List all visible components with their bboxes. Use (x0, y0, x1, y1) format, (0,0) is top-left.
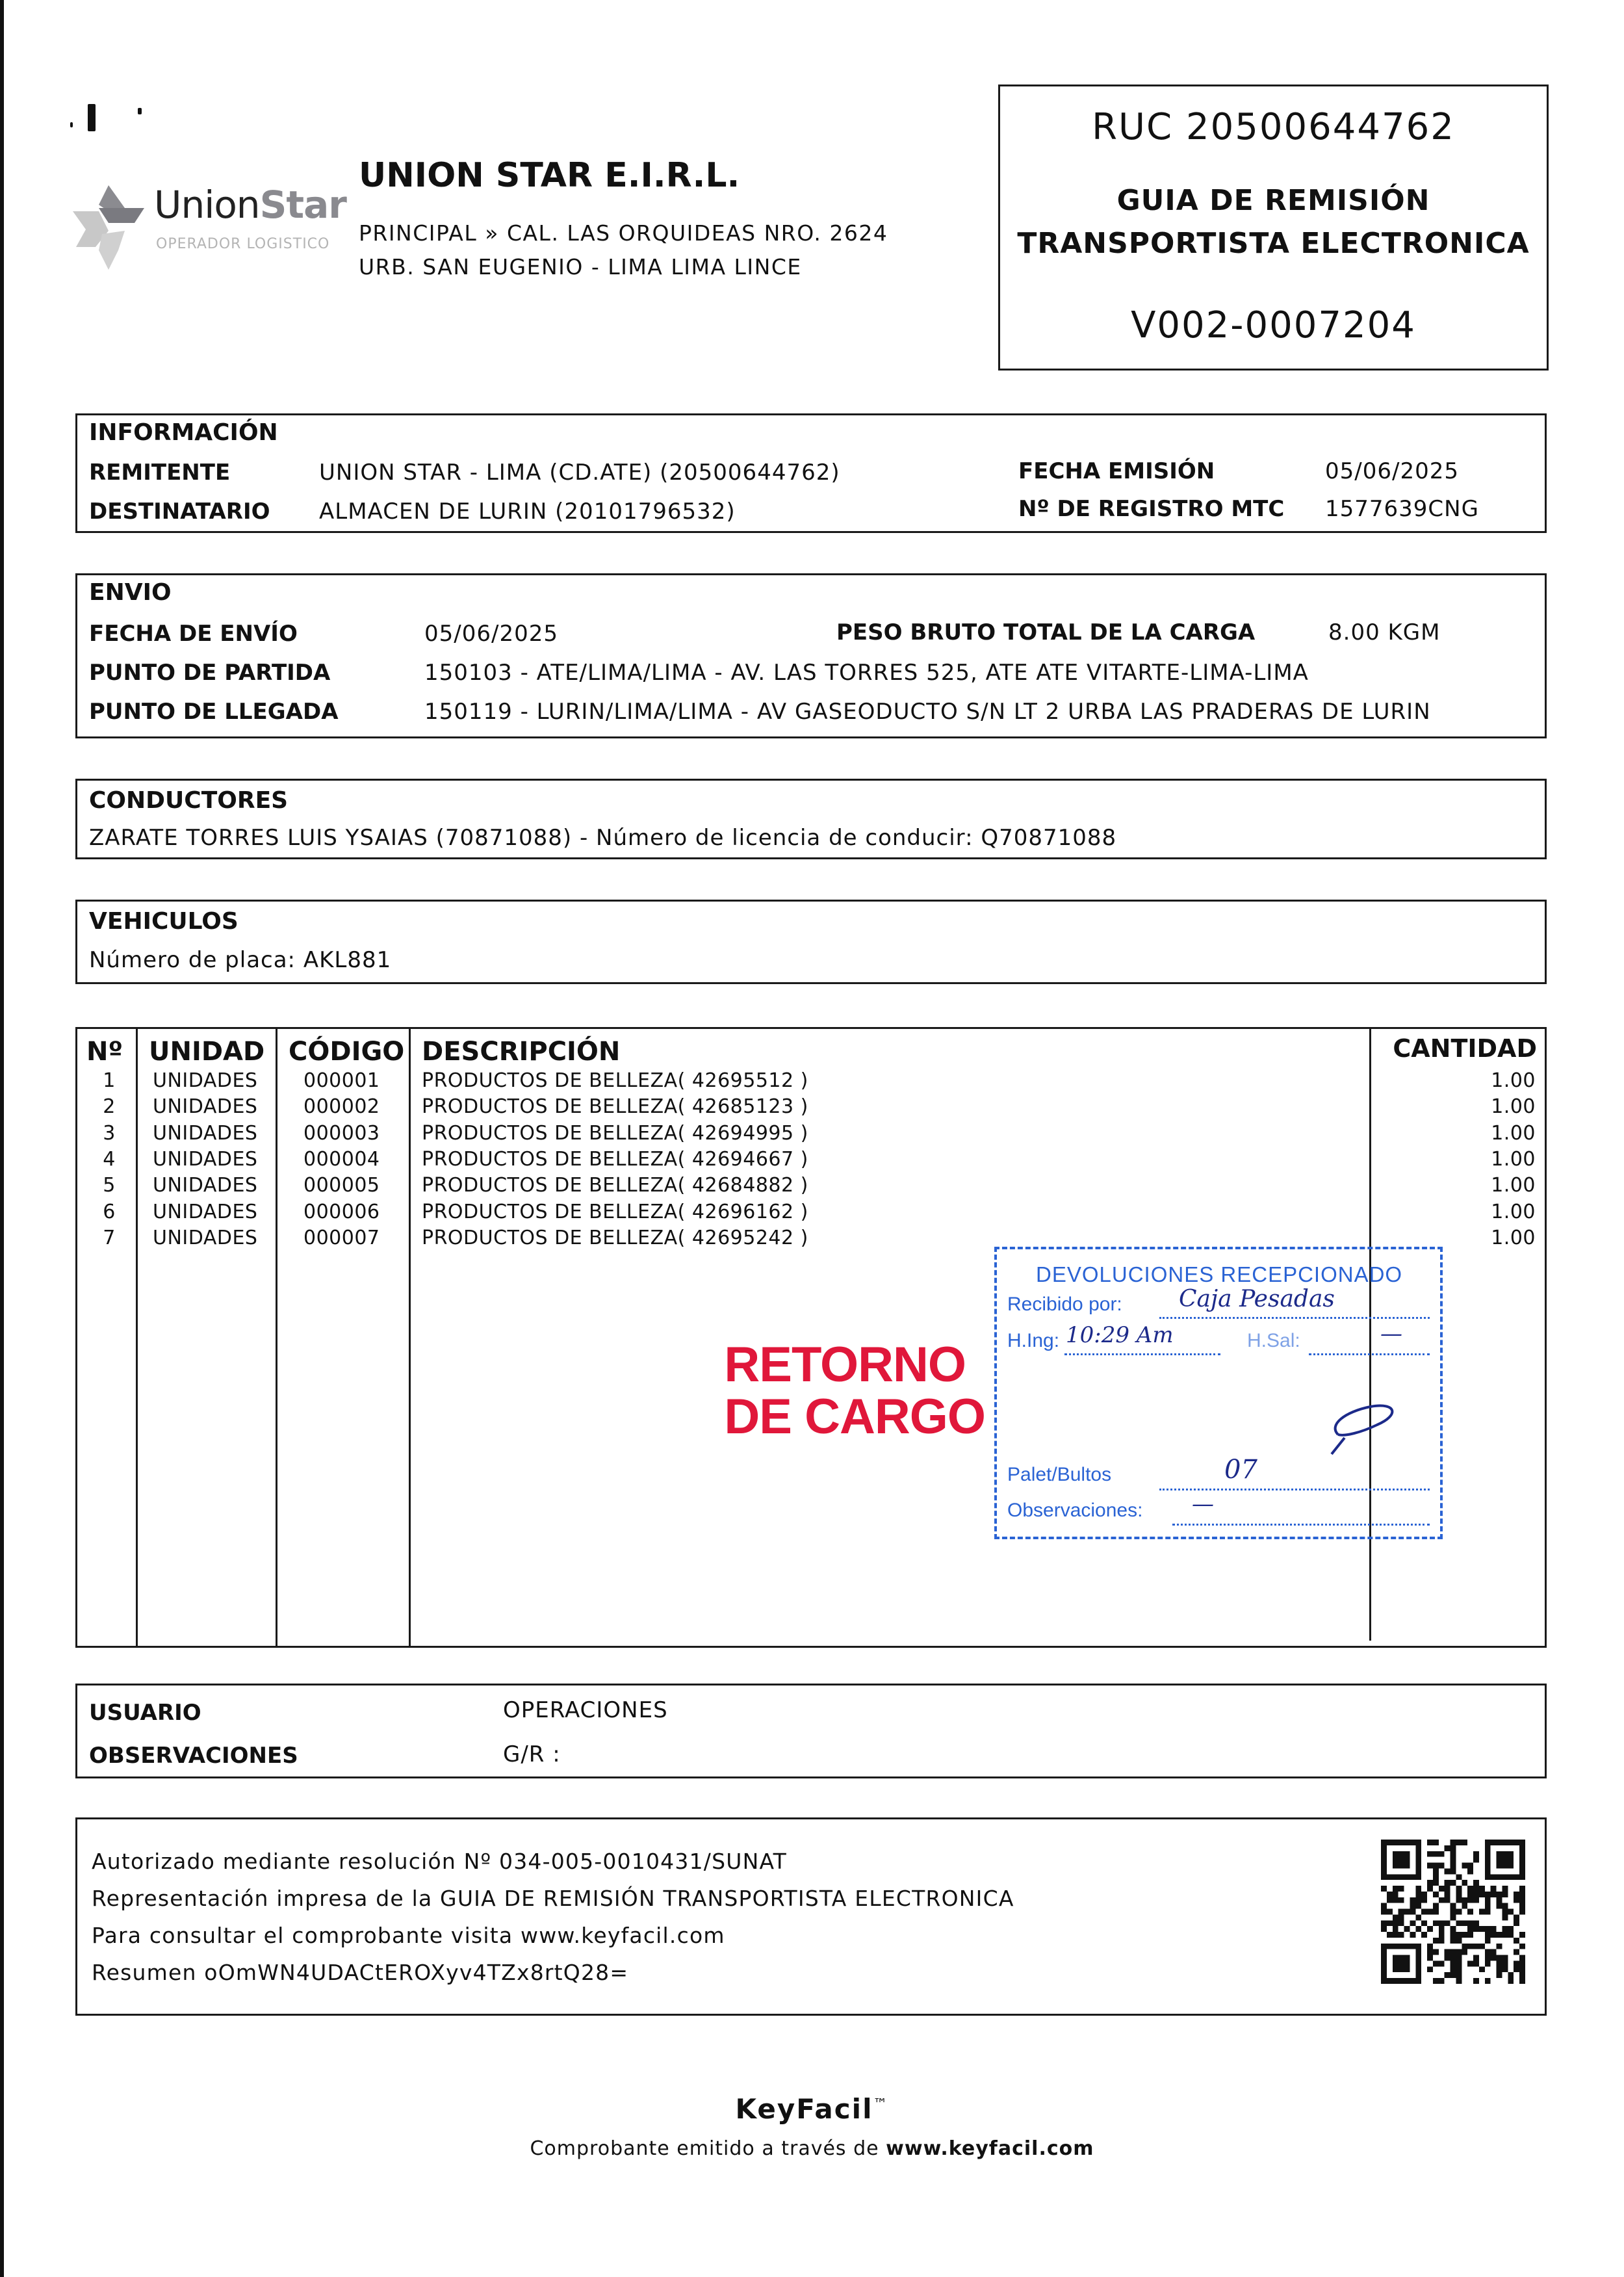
observaciones-label: OBSERVACIONES (89, 1743, 298, 1769)
placa-value: Número de placa: AKL881 (89, 947, 392, 973)
hsal-handwriting: — (1380, 1321, 1402, 1347)
ruc-number: RUC 20500644762 (1092, 106, 1455, 148)
cell-descripcion: PRODUCTOS DE BELLEZA( 42685123 ) (422, 1095, 808, 1119)
cell-codigo: 000003 (303, 1121, 380, 1145)
cell-descripcion: PRODUCTOS DE BELLEZA( 42694667 ) (422, 1147, 808, 1171)
peso-bruto-label: PESO BRUTO TOTAL DE LA CARGA (836, 619, 1256, 645)
cell-codigo: 000002 (303, 1095, 380, 1119)
document-number: V002-0007204 (1131, 304, 1416, 346)
header-no: Nº (86, 1037, 123, 1067)
cell-descripcion: PRODUCTOS DE BELLEZA( 42695242 ) (422, 1226, 808, 1249)
legal-line-3: Para consultar el comprobante visita www.keyfacil.com (92, 1923, 725, 1948)
address-line-2: URB. SAN EUGENIO - LIMA LIMA LINCE (359, 254, 802, 280)
cell-unidad: UNIDADES (153, 1121, 258, 1145)
cell-descripcion: PRODUCTOS DE BELLEZA( 42694995 ) (422, 1121, 808, 1145)
hsal-line (1309, 1353, 1430, 1355)
column-divider (409, 1029, 411, 1646)
keyfacil-note (0, 2137, 1624, 2160)
cell-unidad: UNIDADES (153, 1095, 258, 1119)
brand-trademark: ™ (873, 2096, 889, 2113)
observaciones-stamp-label: Observaciones: (1007, 1500, 1143, 1521)
conductores-section (75, 779, 1547, 859)
punto-partida-label: PUNTO DE PARTIDA (89, 660, 331, 686)
destinatario-label: DESTINATARIO (89, 499, 270, 525)
scan-speck (88, 104, 96, 131)
observaciones-stamp-line (1172, 1524, 1430, 1526)
cell-codigo: 000007 (303, 1226, 380, 1249)
red-stamp-line-2: DE CARGO (724, 1389, 985, 1444)
fecha-envio-label: FECHA DE ENVÍO (89, 621, 298, 647)
keyfacil-brand (0, 2093, 1624, 2125)
cell-cantidad: 1.00 (1491, 1200, 1536, 1223)
envio-title: ENVIO (89, 579, 172, 606)
logo-union: Union (154, 183, 260, 227)
scan-speck (138, 108, 142, 114)
document-id-box (998, 85, 1549, 371)
scan-edge (0, 0, 4, 2277)
red-stamp-line-1: RETORNO (724, 1337, 966, 1392)
cell-unidad: UNIDADES (153, 1200, 258, 1223)
document-title (1000, 179, 1547, 265)
column-divider (136, 1029, 138, 1646)
devoluciones-stamp (994, 1247, 1443, 1539)
note-prefix: Comprobante emitido a través de (530, 2137, 886, 2160)
cell-codigo: 000001 (303, 1069, 380, 1092)
column-divider (276, 1029, 277, 1646)
fecha-envio-value: 05/06/2025 (424, 621, 558, 647)
envio-section (75, 573, 1547, 738)
cell-no: 3 (103, 1121, 116, 1145)
registro-mtc-label: Nº DE REGISTRO MTC (1018, 496, 1285, 522)
legal-line-2: Representación impresa de la GUIA DE REMISIÓN TRANSPORTISTA ELECTRONICA (92, 1886, 1014, 1911)
cell-cantidad: 1.00 (1491, 1174, 1536, 1197)
header-cantidad: CANTIDAD (1393, 1034, 1537, 1063)
cell-unidad: UNIDADES (153, 1174, 258, 1197)
cell-descripcion: PRODUCTOS DE BELLEZA( 42696162 ) (422, 1200, 808, 1223)
logo-tagline: OPERADOR LOGISTICO (156, 236, 330, 252)
informacion-section (75, 413, 1547, 533)
hsal-label: H.Sal: (1247, 1330, 1300, 1351)
cell-cantidad: 1.00 (1491, 1069, 1536, 1092)
legal-section (75, 1817, 1547, 2016)
document-title-line-1: GUIA DE REMISIÓN (1116, 184, 1430, 217)
conductor-value: ZARATE TORRES LUIS YSAIAS (70871088) - Número de licencia de conducir: Q70871088 (89, 825, 1117, 851)
fecha-emision-value: 05/06/2025 (1325, 458, 1459, 484)
legal-line-1: Autorizado mediante resolución Nº 034-005-0010431/SUNAT (92, 1849, 788, 1874)
cell-no: 1 (103, 1069, 116, 1092)
cell-no: 6 (103, 1200, 116, 1223)
company-logo (73, 179, 346, 276)
legal-line-4: Resumen oOmWN4UDACtEROXyv4TZx8rtQ28= (92, 1960, 629, 1985)
blue-stamp-title: DEVOLUCIONES RECEPCIONADO (1036, 1262, 1403, 1286)
cell-cantidad: 1.00 (1491, 1226, 1536, 1249)
logo-wordmark (154, 183, 346, 227)
cell-codigo: 000006 (303, 1200, 380, 1223)
logo-star: Star (259, 183, 346, 227)
observaciones-handwriting: — (1192, 1491, 1214, 1517)
qr-code-icon (1381, 1840, 1525, 1984)
cell-no: 2 (103, 1095, 116, 1119)
document-title-line-2: TRANSPORTISTA ELECTRONICA (1017, 227, 1530, 260)
remitente-value: UNION STAR - LIMA (CD.ATE) (20500644762) (319, 460, 840, 486)
registro-mtc-value: 1577639CNG (1325, 496, 1479, 522)
company-address (359, 216, 888, 284)
brand-name: KeyFacil (735, 2093, 873, 2125)
remitente-label: REMITENTE (89, 460, 231, 486)
hing-label: H.Ing: (1007, 1330, 1060, 1351)
usuario-value: OPERACIONES (503, 1697, 668, 1723)
cell-cantidad: 1.00 (1491, 1121, 1536, 1145)
scan-speck (70, 122, 73, 127)
usuario-label: USUARIO (89, 1700, 201, 1726)
cell-descripcion: PRODUCTOS DE BELLEZA( 42684882 ) (422, 1174, 808, 1197)
conductores-title: CONDUCTORES (89, 787, 289, 814)
punto-partida-value: 150103 - ATE/LIMA/LIMA - AV. LAS TORRES 525, ATE ATE VITARTE-LIMA-LIMA (424, 660, 1309, 686)
cell-no: 5 (103, 1174, 116, 1197)
cell-no: 7 (103, 1226, 116, 1249)
usuario-section (75, 1684, 1547, 1778)
star-logo-icon (73, 179, 151, 276)
observaciones-value: G/R : (503, 1741, 561, 1767)
cell-codigo: 000005 (303, 1174, 380, 1197)
cell-no: 4 (103, 1147, 116, 1171)
palet-handwriting: 07 (1224, 1455, 1257, 1485)
recibido-line (1159, 1317, 1430, 1319)
recibido-label: Recibido por: (1007, 1294, 1122, 1315)
cell-codigo: 000004 (303, 1147, 380, 1171)
recibido-handwriting: Caja Pesadas (1179, 1286, 1335, 1312)
cell-cantidad: 1.00 (1491, 1147, 1536, 1171)
address-line-1: PRINCIPAL » CAL. LAS ORQUIDEAS NRO. 2624 (359, 220, 888, 246)
peso-bruto-value: 8.00 KGM (1328, 619, 1441, 645)
hing-handwriting: 10:29 Am (1066, 1322, 1174, 1348)
informacion-title: INFORMACIÓN (89, 419, 278, 446)
cell-descripcion: PRODUCTOS DE BELLEZA( 42695512 ) (422, 1069, 808, 1092)
cell-cantidad: 1.00 (1491, 1095, 1536, 1119)
destinatario-value: ALMACEN DE LURIN (20101796532) (319, 499, 736, 525)
company-name: UNION STAR E.I.R.L. (359, 156, 740, 195)
header-codigo: CÓDIGO (289, 1037, 405, 1067)
cell-unidad: UNIDADES (153, 1069, 258, 1092)
punto-llegada-label: PUNTO DE LLEGADA (89, 699, 339, 725)
hing-line (1064, 1353, 1220, 1355)
vehiculos-title: VEHICULOS (89, 908, 238, 935)
retorno-cargo-stamp (724, 1339, 985, 1443)
palet-label: Palet/Bultos (1007, 1464, 1112, 1485)
cell-unidad: UNIDADES (153, 1226, 258, 1249)
palet-line (1159, 1489, 1430, 1490)
header-descripcion: DESCRIPCIÓN (422, 1037, 621, 1067)
punto-llegada-value: 150119 - LURIN/LIMA/LIMA - AV GASEODUCTO S/N LT 2 URBA LAS PRADERAS DE LURIN (424, 699, 1431, 725)
vehiculos-section (75, 900, 1547, 984)
fecha-emision-label: FECHA EMISIÓN (1018, 458, 1215, 484)
keyfacil-link[interactable]: www.keyfacil.com (886, 2137, 1094, 2160)
signature-scribble-icon (1325, 1399, 1403, 1457)
cell-unidad: UNIDADES (153, 1147, 258, 1171)
header-unidad: UNIDAD (149, 1037, 265, 1067)
